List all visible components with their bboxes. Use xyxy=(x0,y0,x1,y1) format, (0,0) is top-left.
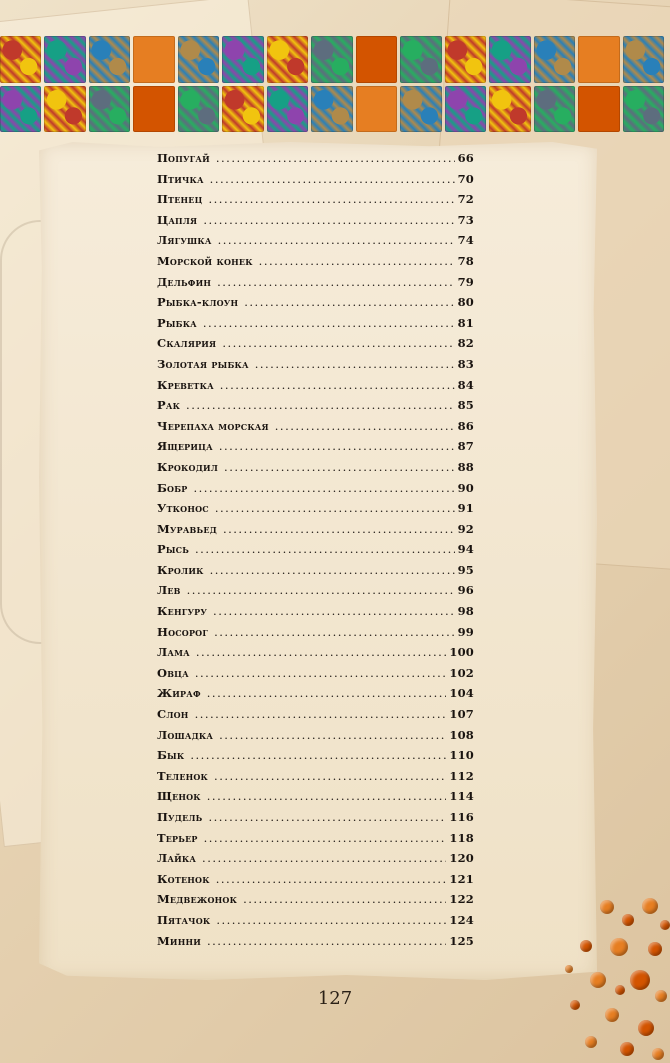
toc-entry xyxy=(157,398,474,419)
dot-leader xyxy=(222,336,454,350)
bead-photo-tile xyxy=(0,86,41,133)
dot-leader xyxy=(219,439,455,453)
toc-entry xyxy=(157,316,474,337)
bead-photo-tile xyxy=(267,86,308,133)
toc-entry-title: Жираф xyxy=(157,686,201,701)
toc-entry xyxy=(157,851,474,872)
bead-decoration xyxy=(600,900,614,914)
toc-entry xyxy=(157,707,474,728)
toc-entry xyxy=(157,666,474,687)
toc-entry-page: 83 xyxy=(457,356,474,371)
dot-leader xyxy=(223,522,455,536)
dot-leader xyxy=(210,172,455,186)
toc-entry-page: 70 xyxy=(457,171,474,186)
toc-entry xyxy=(157,542,474,563)
toc-entry xyxy=(157,172,474,193)
dot-leader xyxy=(244,295,454,309)
toc-entry-title: Птичка xyxy=(157,171,204,186)
toc-entry-page: 72 xyxy=(457,192,474,207)
toc-entry xyxy=(157,481,474,502)
bead-photo-tile xyxy=(222,86,263,133)
bead-photo-tile xyxy=(133,86,174,133)
bead-decoration xyxy=(652,1048,664,1060)
dot-leader xyxy=(275,419,455,433)
bead-decoration xyxy=(638,1020,654,1036)
toc-entry-page: 114 xyxy=(449,789,474,804)
toc-entry xyxy=(157,501,474,522)
toc-entry-page: 79 xyxy=(457,274,474,289)
toc-entry-page: 125 xyxy=(449,933,474,948)
toc-entry-title: Цапля xyxy=(157,212,198,227)
toc-entry-page: 100 xyxy=(449,645,474,660)
toc-entry xyxy=(157,357,474,378)
toc-entry xyxy=(157,625,474,646)
toc-entry-title: Медвежонок xyxy=(157,892,238,907)
bead-photo-tile xyxy=(578,86,619,133)
toc-entry-page: 107 xyxy=(449,707,474,722)
toc-entry-title: Носорог xyxy=(157,624,209,639)
toc-entry-title: Черепаха морская xyxy=(157,418,269,433)
toc-entry-title: Рысь xyxy=(157,542,190,557)
toc-entry-page: 94 xyxy=(457,542,474,557)
dot-leader xyxy=(207,686,447,700)
dot-leader xyxy=(204,831,447,845)
toc-entry xyxy=(157,460,474,481)
toc-entry-title: Слон xyxy=(157,707,189,722)
toc-entry xyxy=(157,419,474,440)
bead-photo-tile xyxy=(311,86,352,133)
toc-entry-title: Кенгуру xyxy=(157,604,208,619)
toc-entry-page: 96 xyxy=(457,583,474,598)
bead-photo-tile xyxy=(222,36,263,83)
toc-entry-page: 120 xyxy=(449,851,474,866)
bead-photo-tile xyxy=(534,86,575,133)
bead-photo-tile xyxy=(0,36,41,83)
bead-photo-tile xyxy=(489,86,530,133)
toc-entry xyxy=(157,275,474,296)
dot-leader xyxy=(195,542,455,556)
bead-photo-tile xyxy=(178,86,219,133)
bead-decoration xyxy=(605,1008,619,1022)
toc-entry-title: Рыбка-клоун xyxy=(157,295,239,310)
bead-decoration xyxy=(590,972,606,988)
toc-entry xyxy=(157,254,474,275)
toc-entry-page: 108 xyxy=(449,727,474,742)
toc-entry xyxy=(157,522,474,543)
dot-leader xyxy=(203,316,455,330)
toc-entry-page: 73 xyxy=(457,212,474,227)
toc-entry xyxy=(157,728,474,749)
toc-entry-title: Кролик xyxy=(157,562,204,577)
bead-decoration xyxy=(655,990,667,1002)
toc-entry xyxy=(157,810,474,831)
bead-photo-tile xyxy=(89,36,130,83)
bead-decoration xyxy=(580,940,592,952)
toc-entry-title: Муравьед xyxy=(157,521,217,536)
toc-entry-page: 88 xyxy=(457,459,474,474)
toc-entry xyxy=(157,563,474,584)
dot-leader xyxy=(207,934,446,948)
dot-leader xyxy=(209,192,455,206)
toc-entry-page: 92 xyxy=(457,521,474,536)
bead-photo-strip xyxy=(0,34,670,132)
dot-leader xyxy=(259,254,455,268)
toc-entry-title: Морской конек xyxy=(157,253,253,268)
dot-leader xyxy=(208,810,446,824)
bead-decoration xyxy=(585,1036,597,1048)
toc-entry-page: 122 xyxy=(449,892,474,907)
toc-entry-title: Лягушка xyxy=(157,233,212,248)
toc-entry-title: Щенок xyxy=(157,789,201,804)
toc-entry-page: 82 xyxy=(457,336,474,351)
toc-entry-page: 78 xyxy=(457,253,474,268)
bead-decoration xyxy=(610,938,628,956)
dot-leader xyxy=(196,645,447,659)
table-of-contents xyxy=(157,151,474,954)
toc-entry-title: Лев xyxy=(157,583,181,598)
bead-photo-tile xyxy=(445,86,486,133)
toc-entry xyxy=(157,748,474,769)
toc-entry-title: Рыбка xyxy=(157,315,197,330)
bead-photo-tile xyxy=(178,36,219,83)
toc-entry-title: Дельфин xyxy=(157,274,212,289)
dot-leader xyxy=(195,707,447,721)
bead-photo-tile xyxy=(400,86,441,133)
toc-entry xyxy=(157,892,474,913)
toc-entry xyxy=(157,192,474,213)
dot-leader xyxy=(186,398,455,412)
dot-leader xyxy=(213,604,455,618)
bead-photo-tile xyxy=(356,86,397,133)
toc-entry-title: Птенец xyxy=(157,192,203,207)
bead-photo-tile xyxy=(311,36,352,83)
bead-photo-tile xyxy=(578,36,619,83)
toc-entry xyxy=(157,583,474,604)
toc-entry-title: Терьер xyxy=(157,830,198,845)
toc-entry xyxy=(157,336,474,357)
bead-decoration xyxy=(565,965,573,973)
toc-entry-title: Минни xyxy=(157,933,201,948)
toc-entry-title: Лошадка xyxy=(157,727,214,742)
toc-entry-title: Рак xyxy=(157,398,181,413)
bead-photo-tile xyxy=(44,36,85,83)
toc-entry-title: Теленок xyxy=(157,768,209,783)
toc-entry-page: 98 xyxy=(457,604,474,619)
bead-photo-tile xyxy=(623,86,664,133)
toc-entry xyxy=(157,789,474,810)
dot-leader xyxy=(207,789,447,803)
toc-entry-page: 104 xyxy=(449,686,474,701)
dot-leader xyxy=(243,892,446,906)
toc-entry-page: 121 xyxy=(449,871,474,886)
toc-entry-title: Креветка xyxy=(157,377,214,392)
bead-photo-tile xyxy=(534,36,575,83)
toc-entry-page: 124 xyxy=(449,912,474,927)
toc-entry xyxy=(157,213,474,234)
toc-entry-page: 118 xyxy=(449,830,474,845)
page-number: 127 xyxy=(317,988,353,1009)
bead-photo-tile xyxy=(44,86,85,133)
toc-entry-title: Лама xyxy=(157,645,190,660)
dot-leader xyxy=(219,728,446,742)
toc-entry-title: Крокодил xyxy=(157,459,219,474)
toc-entry-page: 95 xyxy=(457,562,474,577)
bead-photo-tile xyxy=(489,36,530,83)
toc-entry-title: Пятачок xyxy=(157,912,211,927)
toc-entry-title: Скалярия xyxy=(157,336,217,351)
toc-entry-title: Утконос xyxy=(157,501,209,516)
toc-entry xyxy=(157,439,474,460)
toc-entry-page: 116 xyxy=(449,810,474,824)
toc-entry-page: 74 xyxy=(457,233,474,248)
dot-leader xyxy=(193,481,454,495)
beads-decoration xyxy=(560,880,670,1063)
dot-leader xyxy=(190,748,446,762)
toc-entry-page: 102 xyxy=(449,665,474,680)
dot-leader xyxy=(214,769,446,783)
dot-leader xyxy=(195,666,447,680)
bead-photo-tile xyxy=(623,36,664,83)
toc-entry-title: Овца xyxy=(157,665,189,680)
toc-entry-page: 112 xyxy=(449,768,474,783)
toc-entry xyxy=(157,604,474,625)
dot-leader xyxy=(217,275,454,289)
bead-decoration xyxy=(570,1000,580,1010)
toc-entry-page: 87 xyxy=(457,439,474,454)
dot-leader xyxy=(215,501,455,515)
dot-leader xyxy=(216,872,447,886)
bead-decoration xyxy=(648,942,662,956)
dot-leader xyxy=(202,851,446,865)
toc-entry xyxy=(157,913,474,934)
toc-entry xyxy=(157,645,474,666)
dot-leader xyxy=(216,151,455,165)
toc-entry-title: Бык xyxy=(157,748,185,763)
toc-entry xyxy=(157,295,474,316)
toc-entry-title: Ящерица xyxy=(157,439,213,454)
bead-photo-tile xyxy=(133,36,174,83)
toc-entry-page: 66 xyxy=(457,151,474,165)
toc-entry-page: 80 xyxy=(457,295,474,310)
dot-leader xyxy=(187,583,455,597)
toc-entry-page: 86 xyxy=(457,418,474,433)
toc-entry-page: 84 xyxy=(457,377,474,392)
bead-decoration xyxy=(642,898,658,914)
bead-photo-tile xyxy=(356,36,397,83)
toc-entry xyxy=(157,872,474,893)
bead-photo-tile xyxy=(445,36,486,83)
bead-decoration xyxy=(622,914,634,926)
bead-photo-tile xyxy=(89,86,130,133)
bead-decoration xyxy=(630,970,650,990)
toc-entry-page: 110 xyxy=(449,748,474,763)
dot-leader xyxy=(210,563,455,577)
bead-decoration xyxy=(620,1042,634,1056)
bead-decoration xyxy=(615,985,625,995)
toc-entry xyxy=(157,151,474,172)
dot-leader xyxy=(203,213,454,227)
bead-decoration xyxy=(660,920,670,930)
toc-entry xyxy=(157,686,474,707)
toc-entry-title: Котенок xyxy=(157,871,210,886)
toc-entry-title: Пудель xyxy=(157,810,203,824)
bead-photo-tile xyxy=(267,36,308,83)
toc-entry-title: Лайка xyxy=(157,851,197,866)
toc-entry-page: 85 xyxy=(457,398,474,413)
toc-entry xyxy=(157,831,474,852)
toc-entry xyxy=(157,378,474,399)
dot-leader xyxy=(218,233,455,247)
toc-entry-page: 99 xyxy=(457,624,474,639)
toc-entry-page: 90 xyxy=(457,480,474,495)
toc-entry-title: Попугай xyxy=(157,151,210,165)
dot-leader xyxy=(216,913,446,927)
toc-entry-title: Золотая рыбка xyxy=(157,356,249,371)
dot-leader xyxy=(214,625,455,639)
dot-leader xyxy=(255,357,455,371)
toc-entry xyxy=(157,233,474,254)
toc-entry xyxy=(157,769,474,790)
dot-leader xyxy=(220,378,455,392)
toc-entry-page: 81 xyxy=(457,315,474,330)
toc-entry-page: 91 xyxy=(457,501,474,516)
bead-photo-tile xyxy=(400,36,441,83)
toc-entry-title: Бобр xyxy=(157,480,188,495)
dot-leader xyxy=(224,460,455,474)
toc-entry xyxy=(157,934,474,955)
